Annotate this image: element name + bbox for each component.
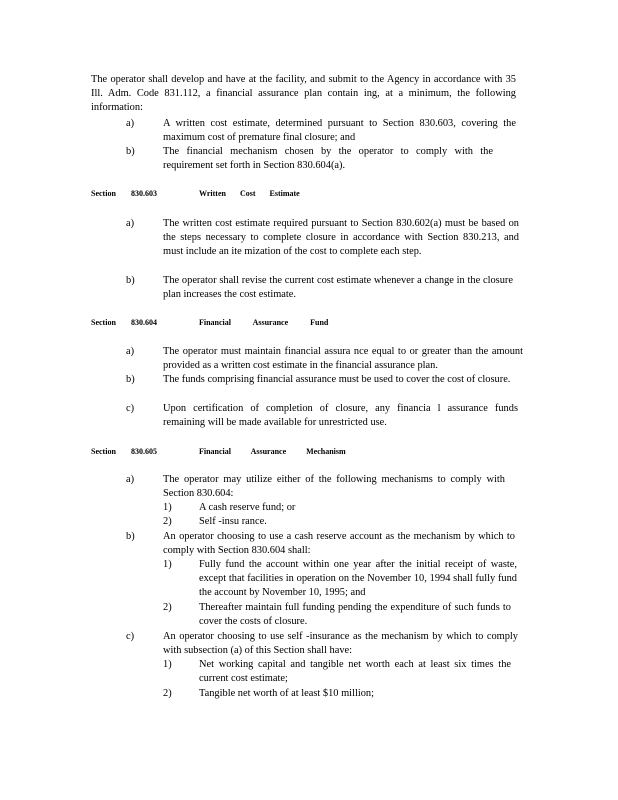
s604-item-c-text: Upon certification of completion of closure, any financia l assurance funds remaining will be made available for unrestricted use. <box>163 403 518 428</box>
s605-item-b-label: b) <box>126 531 135 542</box>
s605-item-a-text: The operator may utilize either of the following mechanisms to comply with Section 830.604: <box>163 474 505 499</box>
s603-item-b-text: The operator shall revise the current cost estimate whenever a change in the closure plan increases the cost estimate. <box>163 275 513 300</box>
s605-a-sub1-text: A cash reserve fund; or <box>199 502 296 513</box>
s605-item-b-text: An operator choosing to use a cash reserve account as the mechanism by which to comply with Section 830.604 shall: <box>163 531 515 556</box>
section-605-title: Financial Assurance Mechanism <box>199 447 346 456</box>
s605-item-c-label: c) <box>126 631 135 642</box>
s604-item-b-text: The funds comprising financial assurance must be used to cover the cost of closure. <box>163 374 511 385</box>
s605-b-sub2-text: Thereafter maintain full funding pending the expenditure of such funds to cover the costs of closure. <box>199 602 511 627</box>
s605-a-sub2-label: 2) <box>163 516 172 527</box>
section-604-label: Section <box>91 318 116 327</box>
intro-item-b-text: The financial mechanism chosen by the operator to comply with the requirement set forth in Section 830.604(a). <box>163 146 493 171</box>
s605-b-sub1-text: Fully fund the account within one year after the initial receipt of waste, except that facilities in operation on the November 10, 1994 shall fully fund the account by November 10, 1995; and <box>199 559 517 598</box>
section-603-number: 830.603 <box>131 189 157 198</box>
s604-item-c-label: c) <box>126 403 135 414</box>
s604-item-a-label: a) <box>126 346 135 357</box>
section-603-label: Section <box>91 189 116 198</box>
s603-item-a-text: The written cost estimate required pursuant to Section 830.602(a) must be based on the steps necessary to complete closure in accordance with Section 830.213, and must include an ite mization of the cost to complete each step. <box>163 218 519 257</box>
s605-a-sub2-text: Self -insu rance. <box>199 516 267 527</box>
s604-item-b-label: b) <box>126 374 135 385</box>
s605-c-sub1-label: 1) <box>163 659 172 670</box>
section-605-label: Section <box>91 447 116 456</box>
section-604-title: Financial Assurance Fund <box>199 318 329 327</box>
s605-a-sub1-label: 1) <box>163 502 172 513</box>
intro-item-b-label: b) <box>126 146 135 157</box>
section-605-number: 830.605 <box>131 447 157 456</box>
s605-b-sub2-label: 2) <box>163 602 172 613</box>
s604-item-a-text: The operator must maintain financial assura nce equal to or greater than the amount provided as a written cost estimate in the financial assurance plan. <box>163 346 523 371</box>
s603-item-b-label: b) <box>126 275 135 286</box>
intro-paragraph: The operator shall develop and have at the facility, and submit to the Agency in accordance with 35 Ill. Adm. Code 831.112, a financial assurance plan contain ing, at a minimum, the following information: <box>91 74 516 113</box>
s605-c-sub2-label: 2) <box>163 688 172 699</box>
s603-item-a-label: a) <box>126 218 135 229</box>
s605-item-a-label: a) <box>126 474 135 485</box>
s605-c-sub1-text: Net working capital and tangible net worth each at least six times the current cost estimate; <box>199 659 511 684</box>
section-603-title: Written Cost Estimate <box>199 189 300 198</box>
section-604-number: 830.604 <box>131 318 157 327</box>
s605-item-c-text: An operator choosing to use self -insurance as the mechanism by which to comply with subsection (a) of this Section shall have: <box>163 631 518 656</box>
s605-c-sub2-text: Tangible net worth of at least $10 million; <box>199 688 375 699</box>
s605-b-sub1-label: 1) <box>163 559 172 570</box>
intro-item-a-text: A written cost estimate, determined pursuant to Section 830.603, covering the maximum cost of premature final closure; and <box>163 118 516 143</box>
intro-item-a-label: a) <box>126 118 135 129</box>
